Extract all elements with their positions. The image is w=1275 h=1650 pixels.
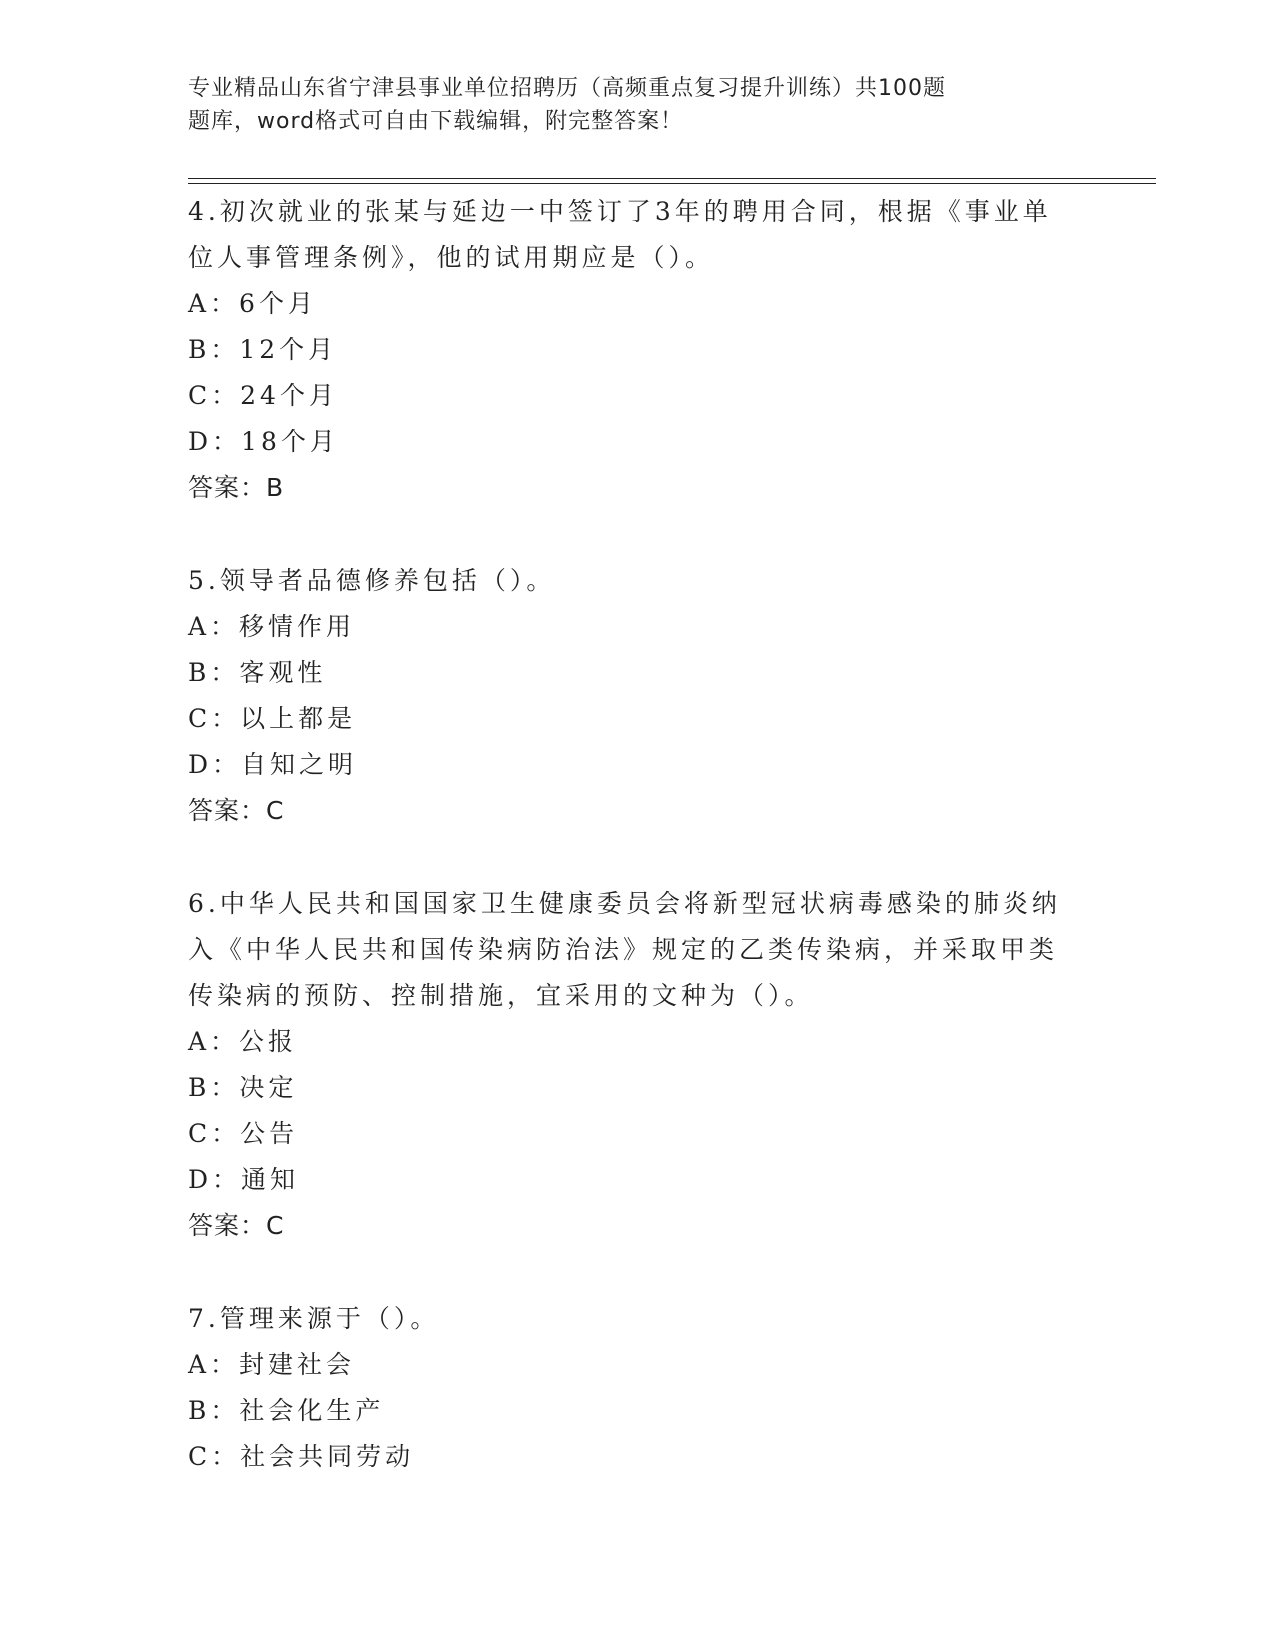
question-stem-line: 4.初次就业的张某与延边一中签订了3年的聘用合同，根据《事业单 <box>188 197 1052 226</box>
header-divider-bottom <box>188 183 1156 184</box>
option-c: C：公告 <box>188 1119 299 1148</box>
document-header <box>188 72 1048 138</box>
option-a: A：封建社会 <box>188 1350 356 1379</box>
question-list <box>188 189 1088 1480</box>
question-stem-line: 传染病的预防、控制措施，宜采用的文种为（）。 <box>188 981 814 1010</box>
option-c: C：以上都是 <box>188 704 357 733</box>
header-line: 题库，word格式可自由下载编辑，附完整答案！ <box>188 109 684 134</box>
question-5 <box>188 558 1088 834</box>
question-gap <box>188 511 1088 558</box>
question-7 <box>188 1296 1088 1480</box>
header-line: 专业精品山东省宁津县事业单位招聘历（高频重点复习提升训练）共100题 <box>188 76 946 101</box>
option-d: D：通知 <box>188 1165 300 1194</box>
question-stem-line: 5.领导者品德修养包括（）。 <box>188 566 556 595</box>
option-a: A：移情作用 <box>188 612 356 641</box>
question-stem-line: 7.管理来源于（）。 <box>188 1304 440 1333</box>
question-gap <box>188 1249 1088 1296</box>
answer-line: 答案：B <box>188 473 285 502</box>
option-d: D：自知之明 <box>188 750 358 779</box>
question-4 <box>188 189 1088 511</box>
option-a: A：6个月 <box>188 289 317 318</box>
answer-line: 答案：C <box>188 796 285 825</box>
option-b: B：社会化生产 <box>188 1396 385 1425</box>
option-b: B：客观性 <box>188 658 327 687</box>
option-c: C：社会共同劳动 <box>188 1442 415 1471</box>
question-stem-line: 位人事管理条例》，他的试用期应是（）。 <box>188 243 715 272</box>
answer-line: 答案：C <box>188 1211 285 1240</box>
question-stem-line: 6.中华人民共和国国家卫生健康委员会将新型冠状病毒感染的肺炎纳 <box>188 889 1061 918</box>
question-gap <box>188 834 1088 881</box>
option-d: D：18个月 <box>188 427 339 456</box>
option-c: C：24个月 <box>188 381 338 410</box>
option-b: B：12个月 <box>188 335 338 364</box>
option-b: B：决定 <box>188 1073 298 1102</box>
question-stem-line: 入《中华人民共和国传染病防治法》规定的乙类传染病，并采取甲类 <box>188 935 1059 964</box>
option-a: A：公报 <box>188 1027 298 1056</box>
header-divider-top <box>188 178 1156 179</box>
question-6 <box>188 881 1088 1249</box>
